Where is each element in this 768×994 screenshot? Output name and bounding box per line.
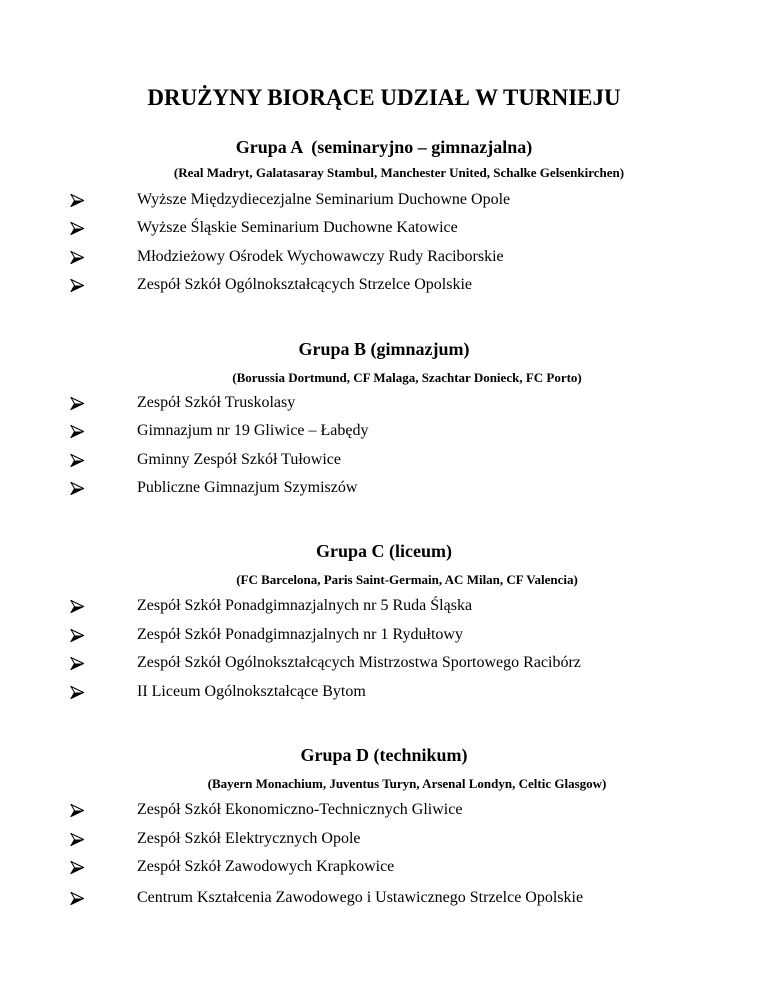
school-name: Młodzieżowy Ośrodek Wychowawczy Rudy Raciborskie bbox=[137, 248, 504, 265]
arrowhead-bullet-icon bbox=[70, 828, 86, 850]
school-name: II Liceum Ogólnokształcące Bytom bbox=[137, 683, 366, 700]
list-item bbox=[0, 477, 768, 499]
group-teams: (FC Barcelona, Paris Saint-Germain, AC Milan, CF Valencia) bbox=[236, 572, 578, 587]
list-item bbox=[0, 246, 768, 268]
list-item bbox=[0, 828, 768, 850]
list-item bbox=[0, 217, 768, 239]
arrowhead-bullet-icon bbox=[70, 595, 86, 617]
school-name: Wyższe Śląskie Seminarium Duchowne Katowice bbox=[137, 219, 458, 236]
group-teams: (Real Madryt, Galatasaray Stambul, Manchester United, Schalke Gelsenkirchen) bbox=[173, 165, 625, 180]
school-name: Zespół Szkół Elektrycznych Opole bbox=[137, 830, 361, 847]
school-name: Zespół Szkół Zawodowych Krapkowice bbox=[137, 858, 395, 875]
list-item bbox=[0, 392, 768, 414]
list-item bbox=[0, 449, 768, 471]
list-item bbox=[0, 624, 768, 646]
school-name: Gminny Zespół Szkół Tułowice bbox=[137, 451, 342, 468]
arrowhead-bullet-icon bbox=[70, 681, 86, 703]
arrowhead-bullet-icon bbox=[70, 624, 86, 646]
page-title: DRUŻYNY BIORĄCE UDZIAŁ W TURNIEJU bbox=[147, 85, 621, 110]
list-item bbox=[0, 274, 768, 296]
group-heading: Grupa D (technikum) bbox=[300, 745, 468, 765]
list-item bbox=[0, 681, 768, 703]
arrowhead-bullet-icon bbox=[70, 420, 86, 442]
list-item bbox=[0, 887, 768, 909]
group-teams: (Borussia Dortmund, CF Malaga, Szachtar Donieck, FC Porto) bbox=[232, 370, 582, 385]
group-teams: (Bayern Monachium, Juventus Turyn, Arsenal Londyn, Celtic Glasgow) bbox=[207, 776, 607, 791]
arrowhead-bullet-icon bbox=[70, 274, 86, 296]
school-name: Zespół Szkół Ponadgimnazjalnych nr 1 Rydułtowy bbox=[137, 626, 463, 643]
list-item bbox=[0, 420, 768, 442]
group-heading: Grupa B (gimnazjum) bbox=[298, 339, 470, 359]
group-heading: Grupa C (liceum) bbox=[316, 541, 452, 561]
arrowhead-bullet-icon bbox=[70, 856, 86, 878]
list-item bbox=[0, 652, 768, 674]
arrowhead-bullet-icon bbox=[70, 392, 86, 414]
arrowhead-bullet-icon bbox=[70, 217, 86, 239]
school-name: Zespół Szkół Truskolasy bbox=[137, 394, 296, 411]
school-name: Zespół Szkół Ogólnokształcących Mistrzostwa Sportowego Racibórz bbox=[137, 654, 581, 671]
school-name: Wyższe Międzydiecezjalne Seminarium Duchowne Opole bbox=[137, 191, 511, 208]
school-name: Centrum Kształcenia Zawodowego i Ustawicznego Strzelce Opolskie bbox=[137, 889, 584, 906]
list-item bbox=[0, 856, 768, 878]
arrowhead-bullet-icon bbox=[70, 887, 86, 909]
arrowhead-bullet-icon bbox=[70, 449, 86, 471]
list-item bbox=[0, 189, 768, 211]
school-name: Zespół Szkół Ekonomiczno-Technicznych Gliwice bbox=[137, 801, 463, 818]
list-item bbox=[0, 799, 768, 821]
school-name: Publiczne Gimnazjum Szymiszów bbox=[137, 479, 358, 496]
group-heading: Grupa A (seminaryjno – gimnazjalna) bbox=[235, 137, 533, 157]
arrowhead-bullet-icon bbox=[70, 477, 86, 499]
list-item bbox=[0, 595, 768, 617]
arrowhead-bullet-icon bbox=[70, 246, 86, 268]
school-name: Zespół Szkół Ogólnokształcących Strzelce Opolskie bbox=[137, 276, 473, 293]
arrowhead-bullet-icon bbox=[70, 799, 86, 821]
school-name: Gimnazjum nr 19 Gliwice – Łabędy bbox=[137, 422, 369, 439]
arrowhead-bullet-icon bbox=[70, 189, 86, 211]
school-name: Zespół Szkół Ponadgimnazjalnych nr 5 Ruda Śląska bbox=[137, 597, 473, 614]
arrowhead-bullet-icon bbox=[70, 652, 86, 674]
